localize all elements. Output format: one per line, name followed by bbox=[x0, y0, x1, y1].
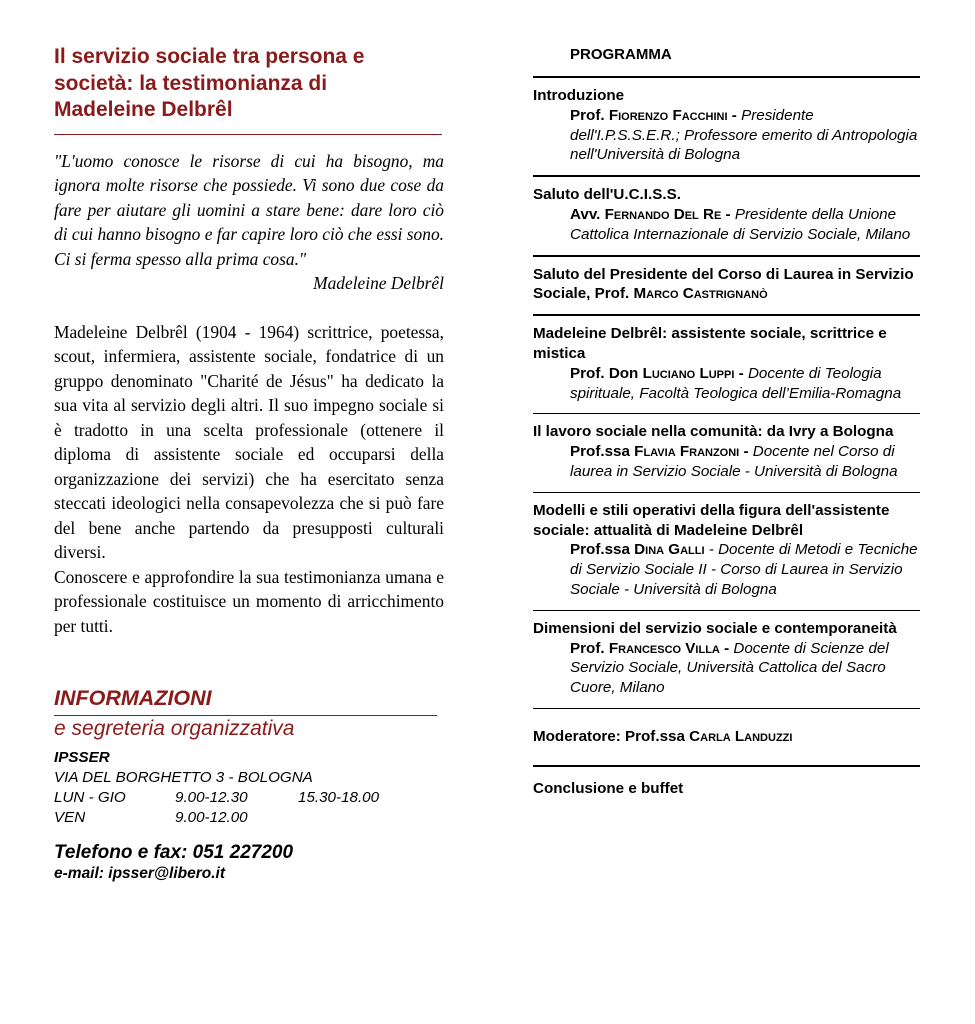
speaker-name: Dina Galli bbox=[634, 541, 705, 559]
program-item bbox=[533, 76, 920, 175]
contact-address-block bbox=[54, 748, 444, 828]
email-link[interactable]: e-mail: ipsser@libero.it bbox=[54, 865, 226, 882]
program-item bbox=[533, 765, 920, 809]
program-item-speaker: Prof. Don Luciano Luppi - Docente di Teologia spirituale, Facoltà Teologica dell’Emilia-Romagna bbox=[570, 364, 902, 402]
hours-days: VEN bbox=[54, 809, 86, 826]
page-title bbox=[54, 44, 444, 124]
info-title: INFORMAZIONI bbox=[54, 686, 212, 710]
program-item bbox=[533, 255, 920, 315]
speaker-role: Presidente dell'I.P.S.S.E.R.; Professore emerito di Antropologia nell'Università di Bologna bbox=[570, 106, 918, 164]
speaker-prefix: Prof.ssa bbox=[570, 443, 630, 461]
program-item-title bbox=[533, 265, 920, 305]
address: VIA DEL BORGHETTO 3 - BOLOGNA bbox=[54, 769, 313, 786]
program-item-title bbox=[533, 727, 920, 747]
speaker-prefix: Prof. bbox=[570, 106, 605, 124]
hours-row bbox=[54, 788, 444, 808]
bio-paragraph: Madeleine Delbrêl (1904 - 1964) scrittrice, poetessa, scout, infermiera, assistente sociale, fondatrice di un gruppo denominato "Charité de Jésus" ha dedicato la sua vita al servizio degli altri. Il suo impegno sociale si è tradotto in una scelta professionale (ottenere il diploma di assistente sociale ed occuparsi della organizzazione dei servizi) che ha esercitato senza steccati ideologici nella consapevolezza che si può fare del bene anche partendo da presupposti culturali diversi. bbox=[54, 321, 444, 562]
left-column bbox=[54, 44, 444, 884]
title-divider bbox=[54, 134, 442, 135]
program-item-title: Saluto dell'U.C.I.S.S. bbox=[533, 186, 681, 204]
title-line: Madeleine Delbrêl bbox=[54, 98, 233, 121]
program-item bbox=[533, 314, 920, 413]
program-item-title-text: Saluto del Presidente del Corso di Laurea in Servizio Sociale, Prof. bbox=[533, 265, 914, 303]
program-item-speaker: Prof.ssa Flavia Franzoni - Docente nel Corso di laurea in Servizio Sociale - Università di Bologna bbox=[570, 443, 898, 480]
speaker-prefix: Prof. bbox=[570, 639, 605, 657]
program-item-speaker: Avv. Fernando Del Re - Presidente della Unione Cattolica Internazionale di Servizio Sociale, Milano bbox=[570, 205, 911, 243]
hours-row bbox=[54, 808, 444, 828]
speaker-name: Marco Castrignanò bbox=[633, 285, 768, 303]
phone-fax: Telefono e fax: 051 227200 bbox=[54, 842, 294, 863]
program-item bbox=[533, 413, 920, 491]
hours-afternoon: 15.30-18.00 bbox=[298, 789, 380, 806]
program-column bbox=[533, 44, 920, 809]
speaker-role: Docente di Scienze del Servizio Sociale, Università Cattolica del Sacro Cuore, Milano bbox=[570, 639, 889, 697]
speaker-role: Docente di Teologia spirituale, Facoltà Teologica dell’Emilia-Romagna bbox=[570, 364, 902, 402]
quote-text: "L'uomo conosce le risorse di cui ha bisogno, ma ignora molte risorse che possiede. Vi sono due cose da fare per aiutare gli uomini a stare bene: dare loro ciò di cui hanno bisogno e far capire loro ciò che essi sono. Ci si ferma spesso alla prima cosa." bbox=[54, 150, 444, 269]
speaker-name: Fernando Del Re bbox=[604, 205, 722, 223]
quote-author: Madeleine Delbrêl bbox=[313, 273, 444, 293]
program-item bbox=[533, 610, 920, 708]
program-item bbox=[533, 175, 920, 254]
title-line: Il servizio sociale tra persona e bbox=[54, 45, 365, 68]
speaker-name: Fiorenzo Facchini bbox=[608, 106, 728, 124]
program-item-title: Il lavoro sociale nella comunità: da Ivry a Bologna bbox=[533, 423, 894, 441]
speaker-role: Presidente della Unione Cattolica Internazionale di Servizio Sociale, Milano bbox=[570, 205, 911, 243]
program-item-title: Dimensioni del servizio sociale e contemporaneità bbox=[533, 619, 897, 637]
hours-morning: 9.00-12.00 bbox=[175, 809, 248, 826]
speaker-prefix: Avv. bbox=[570, 205, 601, 223]
program-item-title: Madeleine Delbrêl: assistente sociale, scrittrice e mistica bbox=[533, 325, 887, 362]
program-item bbox=[533, 708, 920, 765]
program-item-title: Introduzione bbox=[533, 87, 625, 104]
program-item-title: Conclusione e buffet bbox=[533, 779, 684, 797]
speaker-name: Luciano Luppi bbox=[642, 364, 735, 382]
program-item-title-text: Moderatore: Prof.ssa bbox=[533, 727, 685, 745]
speaker-name: Francesco Villa bbox=[608, 639, 720, 657]
info-subtitle: e segreteria organizzativa bbox=[54, 717, 295, 740]
program-item-title: Modelli e stili operativi della figura dell'assistente sociale: attualità di Madeleine Delbrêl bbox=[533, 501, 890, 539]
title-line: società: la testimonianza di bbox=[54, 71, 328, 95]
program-item-speaker: Prof.ssa Dina Galli - Docente di Metodi e Tecniche di Servizio Sociale II - Corso di Laurea in Servizio Sociale - Università di Bologna bbox=[570, 541, 918, 598]
speaker-name: Flavia Franzoni bbox=[634, 443, 740, 461]
speaker-role: Docente di Metodi e Tecniche di Servizio Sociale II - Corso di Laurea in Servizio Sociale - Università di Bologna bbox=[570, 541, 918, 598]
hours-days: LUN - GIO bbox=[54, 789, 126, 806]
speaker-role: Docente nel Corso di laurea in Servizio Sociale - Università di Bologna bbox=[570, 443, 898, 480]
program-item-speaker: Prof. Fiorenzo Facchini - Presidente dell'I.P.S.S.E.R.; Professore emerito di Antropologia nell'Università di Bologna bbox=[570, 106, 918, 164]
program-item-speaker: Prof. Francesco Villa - Docente di Scienze del Servizio Sociale, Università Cattolica del Sacro Cuore, Milano bbox=[570, 639, 889, 697]
speaker-prefix: Prof. Don bbox=[570, 364, 639, 382]
org-name: IPSSER bbox=[54, 749, 110, 766]
program-heading: PROGRAMMA bbox=[570, 46, 672, 63]
bio-paragraph: Conoscere e approfondire la sua testimonianza umana e professionale costituisce un momento di arricchimento per tutti. bbox=[54, 566, 444, 636]
biography bbox=[54, 320, 444, 639]
program-item bbox=[533, 492, 920, 610]
speaker-name: Carla Landuzzi bbox=[689, 727, 793, 745]
speaker-prefix: Prof.ssa bbox=[570, 541, 630, 559]
hours-morning: 9.00-12.30 bbox=[175, 789, 248, 806]
